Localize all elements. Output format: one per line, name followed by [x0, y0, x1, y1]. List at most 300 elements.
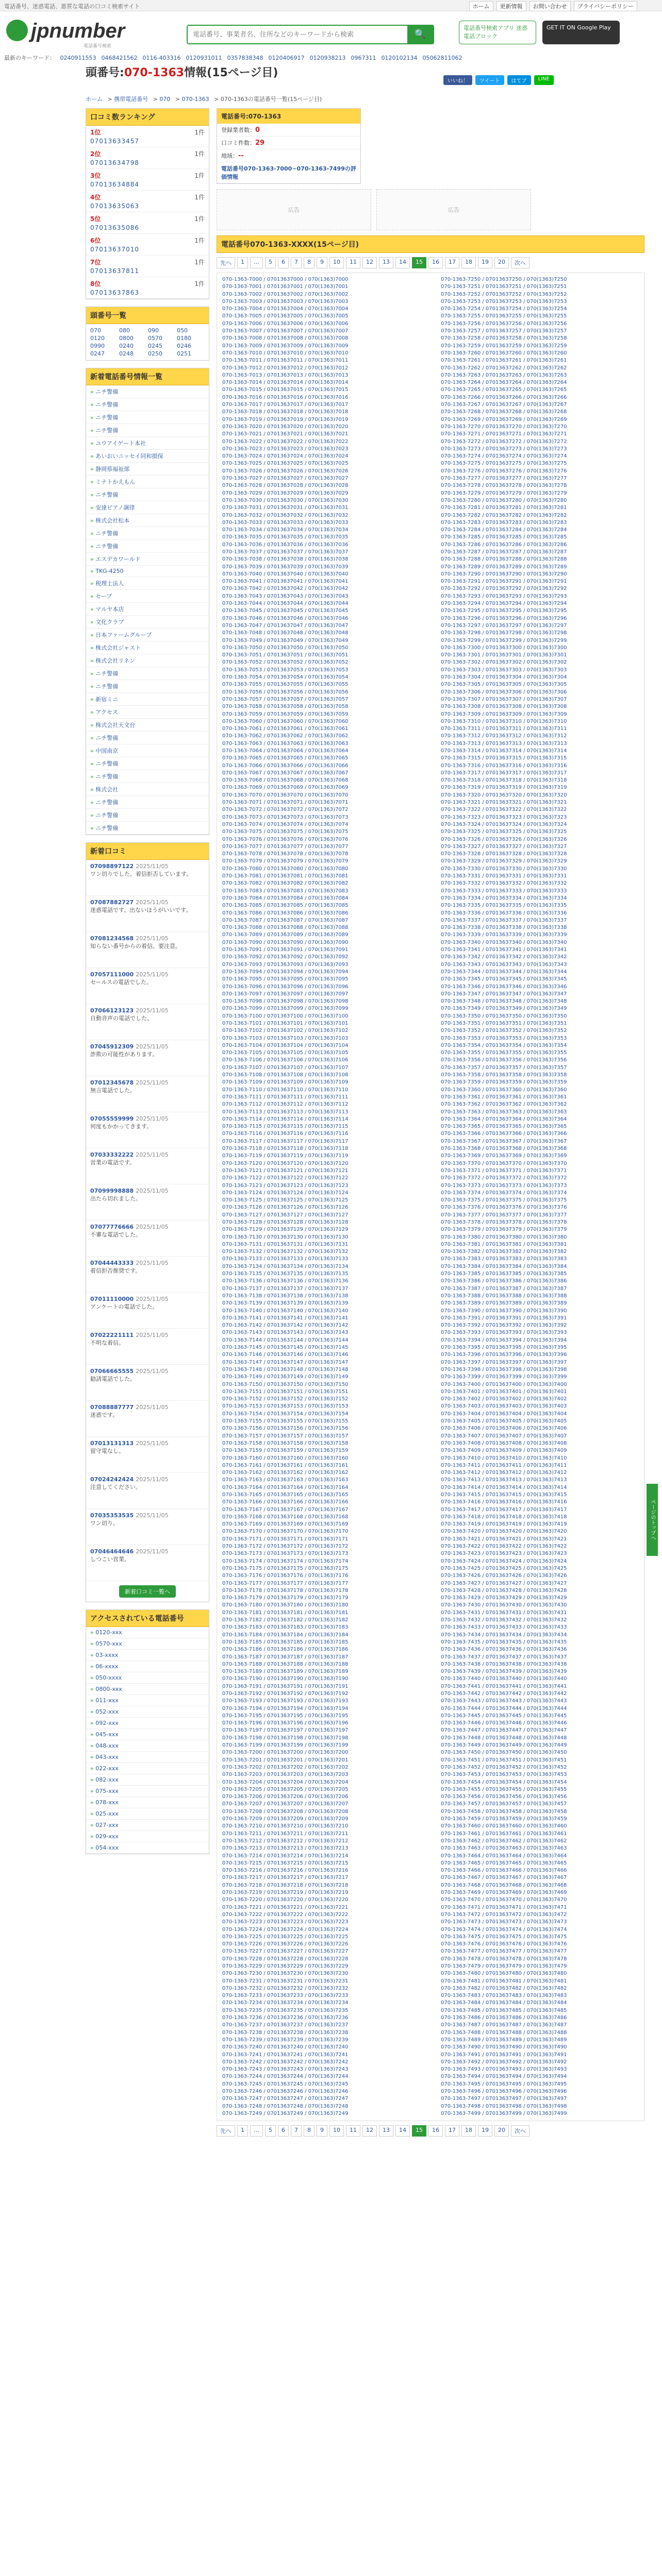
number-entry[interactable]: 070-1363-7167 / 07013637167 / 070(1363)7167 — [222, 1506, 349, 1513]
number-entry[interactable]: 070-1363-7331 / 07013637331 / 070(1363)7331 — [441, 873, 567, 879]
number-entry[interactable]: 070-1363-7480 / 07013637480 / 070(1363)7480 — [441, 1971, 567, 1977]
number-entry[interactable]: 070-1363-7491 / 07013637491 / 070(1363)7491 — [441, 2052, 567, 2058]
business-link[interactable]: » ニチ警備 — [86, 385, 209, 398]
recent-keyword-link[interactable]: 0116-403316 — [142, 55, 181, 61]
number-entry[interactable]: 070-1363-7200 / 07013637200 / 070(1363)7200 — [222, 1750, 349, 1756]
number-entry[interactable]: 070-1363-7358 / 07013637358 / 070(1363)7358 — [441, 1072, 567, 1078]
number-entry[interactable]: 070-1363-7299 / 07013637299 / 070(1363)7299 — [441, 637, 567, 643]
number-entry[interactable]: 070-1363-7498 / 07013637498 / 070(1363)7498 — [441, 2103, 567, 2109]
number-entry[interactable]: 070-1363-7344 / 07013637344 / 070(1363)7344 — [441, 969, 567, 975]
number-entry[interactable]: 070-1363-7022 / 07013637022 / 070(1363)7022 — [222, 438, 349, 445]
number-entry[interactable]: 070-1363-7016 / 07013637016 / 070(1363)7016 — [222, 394, 349, 400]
number-entry[interactable]: 070-1363-7078 / 07013637078 / 070(1363)7078 — [222, 851, 349, 857]
number-entry[interactable]: 070-1363-7077 / 07013637077 / 070(1363)7077 — [222, 843, 349, 850]
share-twitter[interactable]: ツイート — [475, 75, 504, 85]
number-entry[interactable]: 070-1363-7013 / 07013637013 / 070(1363)7013 — [222, 372, 349, 378]
recent-keyword-link[interactable]: 0120931011 — [186, 55, 222, 61]
number-entry[interactable]: 070-1363-7393 / 07013637393 / 070(1363)7393 — [441, 1330, 567, 1336]
number-entry[interactable]: 070-1363-7070 / 07013637070 / 070(1363)7070 — [222, 792, 349, 798]
page-link[interactable]: 18 — [461, 257, 476, 268]
number-entry[interactable]: 070-1363-7151 / 07013637151 / 070(1363)7151 — [222, 1388, 349, 1395]
number-entry[interactable]: 070-1363-7120 / 07013637120 / 070(1363)7120 — [222, 1160, 349, 1166]
number-entry[interactable]: 070-1363-7243 / 07013637243 / 070(1363)7243 — [222, 2066, 349, 2073]
number-entry[interactable]: 070-1363-7476 / 07013637476 / 070(1363)7476 — [441, 1941, 567, 1947]
number-entry[interactable]: 070-1363-7217 / 07013637217 / 070(1363)7217 — [222, 1875, 349, 1881]
number-entry[interactable]: 070-1363-7050 / 07013637050 / 070(1363)7050 — [222, 645, 349, 651]
number-entry[interactable]: 070-1363-7223 / 07013637223 / 070(1363)7223 — [222, 1919, 349, 1925]
number-entry[interactable]: 070-1363-7002 / 07013637002 / 070(1363)7002 — [222, 291, 349, 297]
review-number-link[interactable]: 07035353535 — [90, 1512, 134, 1519]
number-entry[interactable]: 070-1363-7324 / 07013637324 / 070(1363)7324 — [441, 821, 567, 827]
number-entry[interactable]: 070-1363-7357 / 07013637357 / 070(1363)7357 — [441, 1064, 567, 1071]
page-link[interactable]: 7 — [291, 2125, 302, 2137]
number-entry[interactable]: 070-1363-7253 / 07013637253 / 070(1363)7253 — [441, 298, 567, 304]
number-entry[interactable]: 070-1363-7159 / 07013637159 / 070(1363)7159 — [222, 1448, 349, 1454]
number-entry[interactable]: 070-1363-7453 / 07013637453 / 070(1363)7453 — [441, 1772, 567, 1778]
number-entry[interactable]: 070-1363-7229 / 07013637229 / 070(1363)7229 — [222, 1963, 349, 1969]
business-link[interactable]: » ニチ警備 — [86, 680, 209, 693]
number-entry[interactable]: 070-1363-7171 / 07013637171 / 070(1363)7171 — [222, 1536, 349, 1542]
number-entry[interactable]: 070-1363-7390 / 07013637390 / 070(1363)7390 — [441, 1308, 567, 1314]
business-link[interactable]: » 文化クラブ — [86, 616, 209, 629]
number-entry[interactable]: 070-1363-7351 / 07013637351 / 070(1363)7351 — [441, 1020, 567, 1026]
number-entry[interactable]: 070-1363-7210 / 07013637210 / 070(1363)7210 — [222, 1823, 349, 1829]
number-entry[interactable]: 070-1363-7420 / 07013637420 / 070(1363)7420 — [441, 1529, 567, 1535]
number-entry[interactable]: 070-1363-7262 / 07013637262 / 070(1363)7262 — [441, 365, 567, 371]
breadcrumb-item[interactable]: ホーム — [86, 96, 103, 103]
number-entry[interactable]: 070-1363-7219 / 07013637219 / 070(1363)7219 — [222, 1890, 349, 1896]
number-entry[interactable]: 070-1363-7216 / 07013637216 / 070(1363)7216 — [222, 1868, 349, 1874]
business-link[interactable]: » 税理士法人 — [86, 577, 209, 590]
number-entry[interactable]: 070-1363-7232 / 07013637232 / 070(1363)7232 — [222, 1985, 349, 1991]
number-entry[interactable]: 070-1363-7417 / 07013637417 / 070(1363)7417 — [441, 1506, 567, 1513]
prefix-link[interactable]: 0120 — [90, 335, 105, 342]
number-entry[interactable]: 070-1363-7346 / 07013637346 / 070(1363)7346 — [441, 984, 567, 990]
page-link[interactable]: 12 — [362, 257, 377, 268]
number-entry[interactable]: 070-1363-7084 / 07013637084 / 070(1363)7084 — [222, 895, 349, 901]
number-entry[interactable]: 070-1363-7303 / 07013637303 / 070(1363)7303 — [441, 667, 567, 673]
share-hatena[interactable]: はてブ — [507, 75, 531, 85]
number-entry[interactable]: 070-1363-7026 / 07013637026 / 070(1363)7026 — [222, 468, 349, 474]
prefix-link[interactable]: 0990 — [90, 343, 105, 349]
number-entry[interactable]: 070-1363-7204 / 07013637204 / 070(1363)7204 — [222, 1779, 349, 1785]
number-entry[interactable]: 070-1363-7427 / 07013637427 / 070(1363)7427 — [441, 1580, 567, 1586]
number-entry[interactable]: 070-1363-7176 / 07013637176 / 070(1363)7176 — [222, 1573, 349, 1579]
ranking-item[interactable] — [86, 126, 209, 147]
number-entry[interactable]: 070-1363-7384 / 07013637384 / 070(1363)7384 — [441, 1263, 567, 1269]
number-entry[interactable]: 070-1363-7485 / 07013637485 / 070(1363)7485 — [441, 2007, 567, 2013]
number-entry[interactable]: 070-1363-7123 / 07013637123 / 070(1363)7123 — [222, 1182, 349, 1189]
rank-number-link[interactable]: 07013637811 — [90, 267, 139, 275]
number-entry[interactable]: 070-1363-7348 / 07013637348 / 070(1363)7348 — [441, 998, 567, 1005]
business-link[interactable]: » ニチ警備 — [86, 488, 209, 501]
number-entry[interactable]: 070-1363-7377 / 07013637377 / 070(1363)7377 — [441, 1212, 567, 1218]
number-entry[interactable]: 070-1363-7444 / 07013637444 / 070(1363)7444 — [441, 1705, 567, 1711]
number-entry[interactable]: 070-1363-7365 / 07013637365 / 070(1363)7365 — [441, 1124, 567, 1130]
number-entry[interactable]: 070-1363-7322 / 07013637322 / 070(1363)7322 — [441, 807, 567, 813]
number-entry[interactable]: 070-1363-7412 / 07013637412 / 070(1363)7412 — [441, 1470, 567, 1476]
number-entry[interactable]: 070-1363-7019 / 07013637019 / 070(1363)7019 — [222, 416, 349, 422]
number-entry[interactable]: 070-1363-7449 / 07013637449 / 070(1363)7449 — [441, 1742, 567, 1749]
number-entry[interactable]: 070-1363-7179 / 07013637179 / 070(1363)7179 — [222, 1595, 349, 1601]
prefix-link[interactable]: 0570 — [148, 335, 162, 342]
number-entry[interactable]: 070-1363-7321 / 07013637321 / 070(1363)7321 — [441, 800, 567, 806]
number-entry[interactable]: 070-1363-7220 / 07013637220 / 070(1363)7220 — [222, 1897, 349, 1903]
number-entry[interactable]: 070-1363-7372 / 07013637372 / 070(1363)7372 — [441, 1175, 567, 1181]
number-entry[interactable]: 070-1363-7060 / 07013637060 / 070(1363)7060 — [222, 718, 349, 724]
number-entry[interactable]: 070-1363-7190 / 07013637190 / 070(1363)7190 — [222, 1676, 349, 1682]
number-entry[interactable]: 070-1363-7356 / 07013637356 / 070(1363)7356 — [441, 1057, 567, 1063]
number-entry[interactable]: 070-1363-7286 / 07013637286 / 070(1363)7286 — [441, 541, 567, 548]
page-link[interactable]: 20 — [494, 2125, 509, 2137]
number-entry[interactable]: 070-1363-7008 / 07013637008 / 070(1363)7008 — [222, 335, 349, 342]
number-entry[interactable]: 070-1363-7492 / 07013637492 / 070(1363)7492 — [441, 2059, 567, 2065]
number-entry[interactable]: 070-1363-7209 / 07013637209 / 070(1363)7209 — [222, 1816, 349, 1822]
number-entry[interactable]: 070-1363-7274 / 07013637274 / 070(1363)7274 — [441, 453, 567, 460]
business-link[interactable]: » 新宿ミニ — [86, 693, 209, 706]
number-entry[interactable]: 070-1363-7291 / 07013637291 / 070(1363)7291 — [441, 579, 567, 585]
number-entry[interactable]: 070-1363-7134 / 07013637134 / 070(1363)7134 — [222, 1263, 349, 1269]
number-entry[interactable]: 070-1363-7369 / 07013637369 / 070(1363)7369 — [441, 1153, 567, 1159]
rank-number-link[interactable]: 07013634884 — [90, 181, 139, 188]
number-entry[interactable]: 070-1363-7169 / 07013637169 / 070(1363)7169 — [222, 1521, 349, 1528]
number-entry[interactable]: 070-1363-7065 / 07013637065 / 070(1363)7065 — [222, 755, 349, 761]
number-entry[interactable]: 070-1363-7394 / 07013637394 / 070(1363)7394 — [441, 1337, 567, 1343]
number-entry[interactable]: 070-1363-7448 / 07013637448 / 070(1363)7448 — [441, 1735, 567, 1741]
number-entry[interactable]: 070-1363-7106 / 07013637106 / 070(1363)7106 — [222, 1057, 349, 1063]
share-line[interactable]: LINE — [534, 75, 554, 85]
number-entry[interactable]: 070-1363-7125 / 07013637125 / 070(1363)7125 — [222, 1197, 349, 1204]
number-entry[interactable]: 070-1363-7068 / 07013637068 / 070(1363)7068 — [222, 777, 349, 784]
number-entry[interactable]: 070-1363-7252 / 07013637252 / 070(1363)7252 — [441, 291, 567, 297]
number-entry[interactable]: 070-1363-7067 / 07013637067 / 070(1363)7067 — [222, 770, 349, 776]
access-number-link[interactable]: » 075-xxx — [86, 1786, 209, 1797]
number-entry[interactable]: 070-1363-7240 / 07013637240 / 070(1363)7240 — [222, 2044, 349, 2050]
number-entry[interactable]: 070-1363-7111 / 07013637111 / 070(1363)7111 — [222, 1094, 349, 1100]
number-entry[interactable]: 070-1363-7241 / 07013637241 / 070(1363)7241 — [222, 2052, 349, 2058]
number-entry[interactable]: 070-1363-7042 / 07013637042 / 070(1363)7042 — [222, 586, 349, 592]
number-entry[interactable]: 070-1363-7009 / 07013637009 / 070(1363)7009 — [222, 343, 349, 349]
page-link[interactable]: … — [250, 2125, 263, 2137]
number-entry[interactable]: 070-1363-7028 / 07013637028 / 070(1363)7028 — [222, 483, 349, 489]
number-entry[interactable]: 070-1363-7244 / 07013637244 / 070(1363)7244 — [222, 2074, 349, 2080]
business-link[interactable]: » 株式会社松本 — [86, 514, 209, 527]
business-link[interactable]: » ミナトかえもん — [86, 476, 209, 488]
prefix-link[interactable]: 0180 — [177, 335, 191, 342]
number-entry[interactable]: 070-1363-7181 / 07013637181 / 070(1363)7181 — [222, 1609, 349, 1616]
number-entry[interactable]: 070-1363-7158 / 07013637158 / 070(1363)7158 — [222, 1440, 349, 1446]
business-link[interactable]: » ニチ警備 — [86, 540, 209, 553]
number-entry[interactable]: 070-1363-7382 / 07013637382 / 070(1363)7382 — [441, 1249, 567, 1255]
number-entry[interactable]: 070-1363-7063 / 07013637063 / 070(1363)7063 — [222, 740, 349, 747]
number-entry[interactable]: 070-1363-7143 / 07013637143 / 070(1363)7143 — [222, 1330, 349, 1336]
business-link[interactable]: » ユウアイゲート本社 — [86, 437, 209, 450]
number-entry[interactable]: 070-1363-7031 / 07013637031 / 070(1363)7031 — [222, 505, 349, 511]
number-entry[interactable]: 070-1363-7202 / 07013637202 / 070(1363)7202 — [222, 1764, 349, 1770]
business-link[interactable]: » ニチ警備 — [86, 822, 209, 835]
number-entry[interactable]: 070-1363-7275 / 07013637275 / 070(1363)7275 — [441, 461, 567, 467]
page-link[interactable]: … — [250, 257, 263, 268]
number-entry[interactable]: 070-1363-7150 / 07013637150 / 070(1363)7150 — [222, 1381, 349, 1387]
number-entry[interactable]: 070-1363-7304 / 07013637304 / 070(1363)7304 — [441, 674, 567, 681]
number-entry[interactable]: 070-1363-7354 / 07013637354 / 070(1363)7354 — [441, 1042, 567, 1048]
number-entry[interactable]: 070-1363-7114 / 07013637114 / 070(1363)7114 — [222, 1116, 349, 1122]
number-entry[interactable]: 070-1363-7312 / 07013637312 / 070(1363)7312 — [441, 733, 567, 739]
page-link[interactable]: 8 — [304, 2125, 315, 2137]
number-entry[interactable]: 070-1363-7295 / 07013637295 / 070(1363)7295 — [441, 608, 567, 614]
number-entry[interactable]: 070-1363-7482 / 07013637482 / 070(1363)7482 — [441, 1985, 567, 1991]
number-entry[interactable]: 070-1363-7317 / 07013637317 / 070(1363)7317 — [441, 770, 567, 776]
number-entry[interactable]: 070-1363-7441 / 07013637441 / 070(1363)7441 — [441, 1683, 567, 1689]
number-entry[interactable]: 070-1363-7458 / 07013637458 / 070(1363)7458 — [441, 1808, 567, 1815]
review-number-link[interactable]: 07011110000 — [90, 1296, 134, 1302]
number-entry[interactable]: 070-1363-7239 / 07013637239 / 070(1363)7239 — [222, 2037, 349, 2043]
number-entry[interactable]: 070-1363-7320 / 07013637320 / 070(1363)7320 — [441, 792, 567, 798]
number-entry[interactable]: 070-1363-7001 / 07013637001 / 070(1363)7001 — [222, 284, 349, 290]
number-entry[interactable]: 070-1363-7034 / 07013637034 / 070(1363)7034 — [222, 527, 349, 533]
number-entry[interactable]: 070-1363-7350 / 07013637350 / 070(1363)7350 — [441, 1013, 567, 1019]
number-entry[interactable]: 070-1363-7245 / 07013637245 / 070(1363)7245 — [222, 2081, 349, 2087]
number-entry[interactable]: 070-1363-7405 / 07013637405 / 070(1363)7405 — [441, 1418, 567, 1425]
number-entry[interactable]: 070-1363-7172 / 07013637172 / 070(1363)7172 — [222, 1544, 349, 1550]
number-entry[interactable]: 070-1363-7003 / 07013637003 / 070(1363)7003 — [222, 298, 349, 304]
review-number-link[interactable]: 07033332222 — [90, 1151, 134, 1158]
number-entry[interactable]: 070-1363-7330 / 07013637330 / 070(1363)7330 — [441, 866, 567, 872]
number-entry[interactable]: 070-1363-7127 / 07013637127 / 070(1363)7127 — [222, 1212, 349, 1218]
number-entry[interactable]: 070-1363-7153 / 07013637153 / 070(1363)7153 — [222, 1403, 349, 1410]
number-entry[interactable]: 070-1363-7140 / 07013637140 / 070(1363)7140 — [222, 1308, 349, 1314]
number-entry[interactable]: 070-1363-7268 / 07013637268 / 070(1363)7268 — [441, 409, 567, 415]
review-number-link[interactable]: 07013131313 — [90, 1440, 134, 1447]
number-entry[interactable]: 070-1363-7085 / 07013637085 / 070(1363)7085 — [222, 903, 349, 909]
number-entry[interactable]: 070-1363-7407 / 07013637407 / 070(1363)7407 — [441, 1433, 567, 1439]
share-facebook[interactable]: いいね！ — [443, 75, 472, 85]
page-link[interactable]: 先へ — [217, 257, 235, 268]
number-entry[interactable]: 070-1363-7318 / 07013637318 / 070(1363)7318 — [441, 777, 567, 784]
review-number-link[interactable]: 07098897122 — [90, 863, 134, 870]
number-entry[interactable]: 070-1363-7471 / 07013637471 / 070(1363)7471 — [441, 1904, 567, 1910]
back-to-top-tab[interactable]: ページのトップへ — [647, 1484, 658, 1556]
number-entry[interactable]: 070-1363-7362 / 07013637362 / 070(1363)7362 — [441, 1101, 567, 1108]
number-entry[interactable]: 070-1363-7193 / 07013637193 / 070(1363)7193 — [222, 1698, 349, 1704]
number-entry[interactable]: 070-1363-7215 / 07013637215 / 070(1363)7215 — [222, 1860, 349, 1866]
number-entry[interactable]: 070-1363-7036 / 07013637036 / 070(1363)7036 — [222, 541, 349, 548]
number-entry[interactable]: 070-1363-7182 / 07013637182 / 070(1363)7182 — [222, 1617, 349, 1623]
number-entry[interactable]: 070-1363-7309 / 07013637309 / 070(1363)7309 — [441, 711, 567, 717]
number-entry[interactable]: 070-1363-7046 / 07013637046 / 070(1363)7046 — [222, 615, 349, 621]
business-link[interactable]: » あいおいニッセイ同和損保 — [86, 450, 209, 463]
number-entry[interactable]: 070-1363-7283 / 07013637283 / 070(1363)7283 — [441, 519, 567, 526]
page-link[interactable]: 6 — [278, 2125, 289, 2137]
number-entry[interactable]: 070-1363-7336 / 07013637336 / 070(1363)7336 — [441, 910, 567, 916]
number-entry[interactable]: 070-1363-7040 / 07013637040 / 070(1363)7040 — [222, 571, 349, 577]
number-entry[interactable]: 070-1363-7224 / 07013637224 / 070(1363)7224 — [222, 1926, 349, 1933]
number-entry[interactable]: 070-1363-7432 / 07013637432 / 070(1363)7432 — [441, 1617, 567, 1623]
number-entry[interactable]: 070-1363-7305 / 07013637305 / 070(1363)7305 — [441, 682, 567, 688]
number-entry[interactable]: 070-1363-7421 / 07013637421 / 070(1363)7421 — [441, 1536, 567, 1542]
number-entry[interactable]: 070-1363-7230 / 07013637230 / 070(1363)7230 — [222, 1971, 349, 1977]
ad-slot[interactable]: 広告 — [376, 189, 531, 230]
number-entry[interactable]: 070-1363-7131 / 07013637131 / 070(1363)7131 — [222, 1241, 349, 1247]
number-entry[interactable]: 070-1363-7030 / 07013637030 / 070(1363)7030 — [222, 497, 349, 503]
number-entry[interactable]: 070-1363-7076 / 07013637076 / 070(1363)7076 — [222, 836, 349, 842]
number-entry[interactable]: 070-1363-7329 / 07013637329 / 070(1363)7329 — [441, 858, 567, 865]
number-entry[interactable]: 070-1363-7248 / 07013637248 / 070(1363)7248 — [222, 2103, 349, 2109]
number-entry[interactable]: 070-1363-7338 / 07013637338 / 070(1363)7338 — [441, 925, 567, 931]
number-entry[interactable]: 070-1363-7197 / 07013637197 / 070(1363)7197 — [222, 1727, 349, 1734]
number-entry[interactable]: 070-1363-7334 / 07013637334 / 070(1363)7334 — [441, 895, 567, 901]
number-entry[interactable]: 070-1363-7164 / 07013637164 / 070(1363)7164 — [222, 1484, 349, 1490]
number-entry[interactable]: 070-1363-7487 / 07013637487 / 070(1363)7487 — [441, 2022, 567, 2028]
number-entry[interactable]: 070-1363-7279 / 07013637279 / 070(1363)7279 — [441, 490, 567, 496]
number-entry[interactable]: 070-1363-7414 / 07013637414 / 070(1363)7414 — [441, 1484, 567, 1490]
site-logo[interactable] — [6, 16, 135, 47]
number-entry[interactable]: 070-1363-7043 / 07013637043 / 070(1363)7043 — [222, 593, 349, 599]
number-entry[interactable]: 070-1363-7484 / 07013637484 / 070(1363)7484 — [441, 2000, 567, 2006]
number-entry[interactable]: 070-1363-7095 / 07013637095 / 070(1363)7095 — [222, 976, 349, 982]
number-entry[interactable]: 070-1363-7071 / 07013637071 / 070(1363)7071 — [222, 800, 349, 806]
number-entry[interactable]: 070-1363-7454 / 07013637454 / 070(1363)7454 — [441, 1779, 567, 1785]
number-entry[interactable]: 070-1363-7069 / 07013637069 / 070(1363)7069 — [222, 785, 349, 791]
number-entry[interactable]: 070-1363-7443 / 07013637443 / 070(1363)7443 — [441, 1698, 567, 1704]
number-entry[interactable]: 070-1363-7496 / 07013637496 / 070(1363)7496 — [441, 2089, 567, 2095]
number-entry[interactable]: 070-1363-7139 / 07013637139 / 070(1363)7139 — [222, 1300, 349, 1307]
number-entry[interactable]: 070-1363-7388 / 07013637388 / 070(1363)7388 — [441, 1293, 567, 1299]
number-entry[interactable]: 070-1363-7235 / 07013637235 / 070(1363)7235 — [222, 2007, 349, 2013]
number-entry[interactable]: 070-1363-7397 / 07013637397 / 070(1363)7397 — [441, 1359, 567, 1365]
number-entry[interactable]: 070-1363-7118 / 07013637118 / 070(1363)7118 — [222, 1146, 349, 1152]
number-entry[interactable]: 070-1363-7280 / 07013637280 / 070(1363)7280 — [441, 497, 567, 503]
top-link[interactable]: 更新情報 — [496, 1, 526, 11]
access-number-link[interactable]: » 06-xxxx — [86, 1661, 209, 1672]
prefix-link[interactable]: 0248 — [119, 350, 134, 357]
number-entry[interactable]: 070-1363-7301 / 07013637301 / 070(1363)7301 — [441, 652, 567, 658]
page-link[interactable]: 14 — [395, 2125, 410, 2137]
number-entry[interactable]: 070-1363-7027 / 07013637027 / 070(1363)7027 — [222, 476, 349, 482]
number-entry[interactable]: 070-1363-7146 / 07013637146 / 070(1363)7146 — [222, 1352, 349, 1358]
number-entry[interactable]: 070-1363-7115 / 07013637115 / 070(1363)7115 — [222, 1124, 349, 1130]
number-entry[interactable]: 070-1363-7406 / 07013637406 / 070(1363)7406 — [441, 1426, 567, 1432]
number-entry[interactable]: 070-1363-7316 / 07013637316 / 070(1363)7316 — [441, 762, 567, 769]
number-entry[interactable]: 070-1363-7400 / 07013637400 / 070(1363)7400 — [441, 1381, 567, 1387]
number-entry[interactable]: 070-1363-7455 / 07013637455 / 070(1363)7455 — [441, 1786, 567, 1792]
number-entry[interactable]: 070-1363-7207 / 07013637207 / 070(1363)7207 — [222, 1801, 349, 1807]
page-link[interactable]: 17 — [445, 257, 459, 268]
number-entry[interactable]: 070-1363-7015 / 07013637015 / 070(1363)7015 — [222, 387, 349, 393]
number-entry[interactable]: 070-1363-7020 / 07013637020 / 070(1363)7020 — [222, 423, 349, 430]
recent-keyword-link[interactable]: 0120406917 — [268, 55, 305, 61]
ranking-item[interactable] — [86, 256, 209, 277]
access-number-link[interactable]: » 03-xxxx — [86, 1650, 209, 1661]
page-link[interactable]: 12 — [362, 2125, 377, 2137]
page-link[interactable]: 6 — [278, 257, 289, 268]
number-entry[interactable]: 070-1363-7438 / 07013637438 / 070(1363)7438 — [441, 1661, 567, 1667]
number-entry[interactable]: 070-1363-7109 / 07013637109 / 070(1363)7109 — [222, 1079, 349, 1086]
number-entry[interactable]: 070-1363-7072 / 07013637072 / 070(1363)7072 — [222, 807, 349, 813]
breadcrumb-item[interactable]: 携帯電話番号 — [114, 96, 148, 103]
page-link[interactable]: 11 — [346, 257, 360, 268]
number-entry[interactable]: 070-1363-7293 / 07013637293 / 070(1363)7293 — [441, 593, 567, 599]
number-entry[interactable]: 070-1363-7294 / 07013637294 / 070(1363)7294 — [441, 601, 567, 607]
number-entry[interactable]: 070-1363-7445 / 07013637445 / 070(1363)7445 — [441, 1713, 567, 1719]
number-entry[interactable]: 070-1363-7276 / 07013637276 / 070(1363)7276 — [441, 468, 567, 474]
number-entry[interactable]: 070-1363-7039 / 07013637039 / 070(1363)7039 — [222, 564, 349, 570]
access-number-link[interactable]: » 054-xxx — [86, 1842, 209, 1854]
number-entry[interactable]: 070-1363-7255 / 07013637255 / 070(1363)7255 — [441, 313, 567, 319]
number-entry[interactable]: 070-1363-7254 / 07013637254 / 070(1363)7254 — [441, 306, 567, 312]
recent-keyword-link[interactable]: 0120102134 — [381, 55, 418, 61]
number-entry[interactable]: 070-1363-7468 / 07013637468 / 070(1363)7468 — [441, 1882, 567, 1888]
number-entry[interactable]: 070-1363-7373 / 07013637373 / 070(1363)7373 — [441, 1182, 567, 1189]
number-entry[interactable]: 070-1363-7431 / 07013637431 / 070(1363)7431 — [441, 1609, 567, 1616]
number-entry[interactable]: 070-1363-7155 / 07013637155 / 070(1363)7155 — [222, 1418, 349, 1425]
number-entry[interactable]: 070-1363-7047 / 07013637047 / 070(1363)7047 — [222, 622, 349, 629]
number-entry[interactable]: 070-1363-7205 / 07013637205 / 070(1363)7205 — [222, 1786, 349, 1792]
number-entry[interactable]: 070-1363-7142 / 07013637142 / 070(1363)7142 — [222, 1323, 349, 1329]
number-entry[interactable]: 070-1363-7352 / 07013637352 / 070(1363)7352 — [441, 1028, 567, 1034]
number-entry[interactable]: 070-1363-7363 / 07013637363 / 070(1363)7363 — [441, 1109, 567, 1115]
number-entry[interactable]: 070-1363-7473 / 07013637473 / 070(1363)7473 — [441, 1919, 567, 1925]
number-entry[interactable]: 070-1363-7173 / 07013637173 / 070(1363)7173 — [222, 1551, 349, 1557]
number-entry[interactable]: 070-1363-7021 / 07013637021 / 070(1363)7021 — [222, 431, 349, 437]
number-entry[interactable]: 070-1363-7225 / 07013637225 / 070(1363)7225 — [222, 1934, 349, 1940]
number-entry[interactable]: 070-1363-7222 / 07013637222 / 070(1363)7222 — [222, 1911, 349, 1918]
number-entry[interactable]: 070-1363-7285 / 07013637285 / 070(1363)7285 — [441, 534, 567, 540]
number-entry[interactable]: 070-1363-7033 / 07013637033 / 070(1363)7033 — [222, 519, 349, 526]
ad-slot[interactable]: 広告 — [217, 189, 371, 230]
prefix-link[interactable]: 080 — [119, 327, 130, 334]
number-entry[interactable]: 070-1363-7270 / 07013637270 / 070(1363)7270 — [441, 423, 567, 430]
number-entry[interactable]: 070-1363-7411 / 07013637411 / 070(1363)7411 — [441, 1462, 567, 1468]
number-entry[interactable]: 070-1363-7203 / 07013637203 / 070(1363)7203 — [222, 1772, 349, 1778]
number-entry[interactable]: 070-1363-7214 / 07013637214 / 070(1363)7214 — [222, 1853, 349, 1859]
review-number-link[interactable]: 07088887777 — [90, 1404, 134, 1411]
number-entry[interactable]: 070-1363-7175 / 07013637175 / 070(1363)7175 — [222, 1565, 349, 1571]
number-entry[interactable]: 070-1363-7096 / 07013637096 / 070(1363)7096 — [222, 984, 349, 990]
number-entry[interactable]: 070-1363-7436 / 07013637436 / 070(1363)7436 — [441, 1647, 567, 1653]
rank-number-link[interactable]: 07013635086 — [90, 224, 139, 231]
number-entry[interactable]: 070-1363-7226 / 07013637226 / 070(1363)7226 — [222, 1941, 349, 1947]
business-link[interactable]: » 日本ファームグループ — [86, 629, 209, 641]
number-entry[interactable]: 070-1363-7367 / 07013637367 / 070(1363)7367 — [441, 1138, 567, 1144]
number-entry[interactable]: 070-1363-7074 / 07013637074 / 070(1363)7074 — [222, 821, 349, 827]
number-entry[interactable]: 070-1363-7007 / 07013637007 / 070(1363)7007 — [222, 328, 349, 334]
number-entry[interactable]: 070-1363-7416 / 07013637416 / 070(1363)7416 — [441, 1499, 567, 1505]
number-entry[interactable]: 070-1363-7260 / 07013637260 / 070(1363)7260 — [441, 350, 567, 356]
number-entry[interactable]: 070-1363-7191 / 07013637191 / 070(1363)7191 — [222, 1683, 349, 1689]
ranking-item[interactable] — [86, 191, 209, 212]
number-entry[interactable]: 070-1363-7409 / 07013637409 / 070(1363)7409 — [441, 1448, 567, 1454]
number-entry[interactable]: 070-1363-7130 / 07013637130 / 070(1363)7130 — [222, 1234, 349, 1240]
page-link[interactable]: 8 — [304, 257, 315, 268]
number-entry[interactable]: 070-1363-7466 / 07013637466 / 070(1363)7466 — [441, 1868, 567, 1874]
review-number-link[interactable]: 07087882727 — [90, 899, 134, 906]
number-entry[interactable]: 070-1363-7010 / 07013637010 / 070(1363)7010 — [222, 350, 349, 356]
number-entry[interactable]: 070-1363-7093 / 07013637093 / 070(1363)7093 — [222, 961, 349, 968]
number-entry[interactable]: 070-1363-7099 / 07013637099 / 070(1363)7099 — [222, 1006, 349, 1012]
number-entry[interactable]: 070-1363-7088 / 07013637088 / 070(1363)7088 — [222, 925, 349, 931]
number-entry[interactable]: 070-1363-7029 / 07013637029 / 070(1363)7029 — [222, 490, 349, 496]
rank-number-link[interactable]: 07013637863 — [90, 289, 139, 296]
page-link[interactable]: 14 — [395, 257, 410, 268]
page-link[interactable]: 1 — [237, 257, 248, 268]
access-number-link[interactable]: » 0800-xxx — [86, 1684, 209, 1695]
number-entry[interactable]: 070-1363-7141 / 07013637141 / 070(1363)7141 — [222, 1315, 349, 1321]
number-entry[interactable]: 070-1363-7429 / 07013637429 / 070(1363)7429 — [441, 1595, 567, 1601]
number-entry[interactable]: 070-1363-7345 / 07013637345 / 070(1363)7345 — [441, 976, 567, 982]
number-entry[interactable]: 070-1363-7012 / 07013637012 / 070(1363)7012 — [222, 365, 349, 371]
page-link[interactable]: 16 — [428, 257, 443, 268]
